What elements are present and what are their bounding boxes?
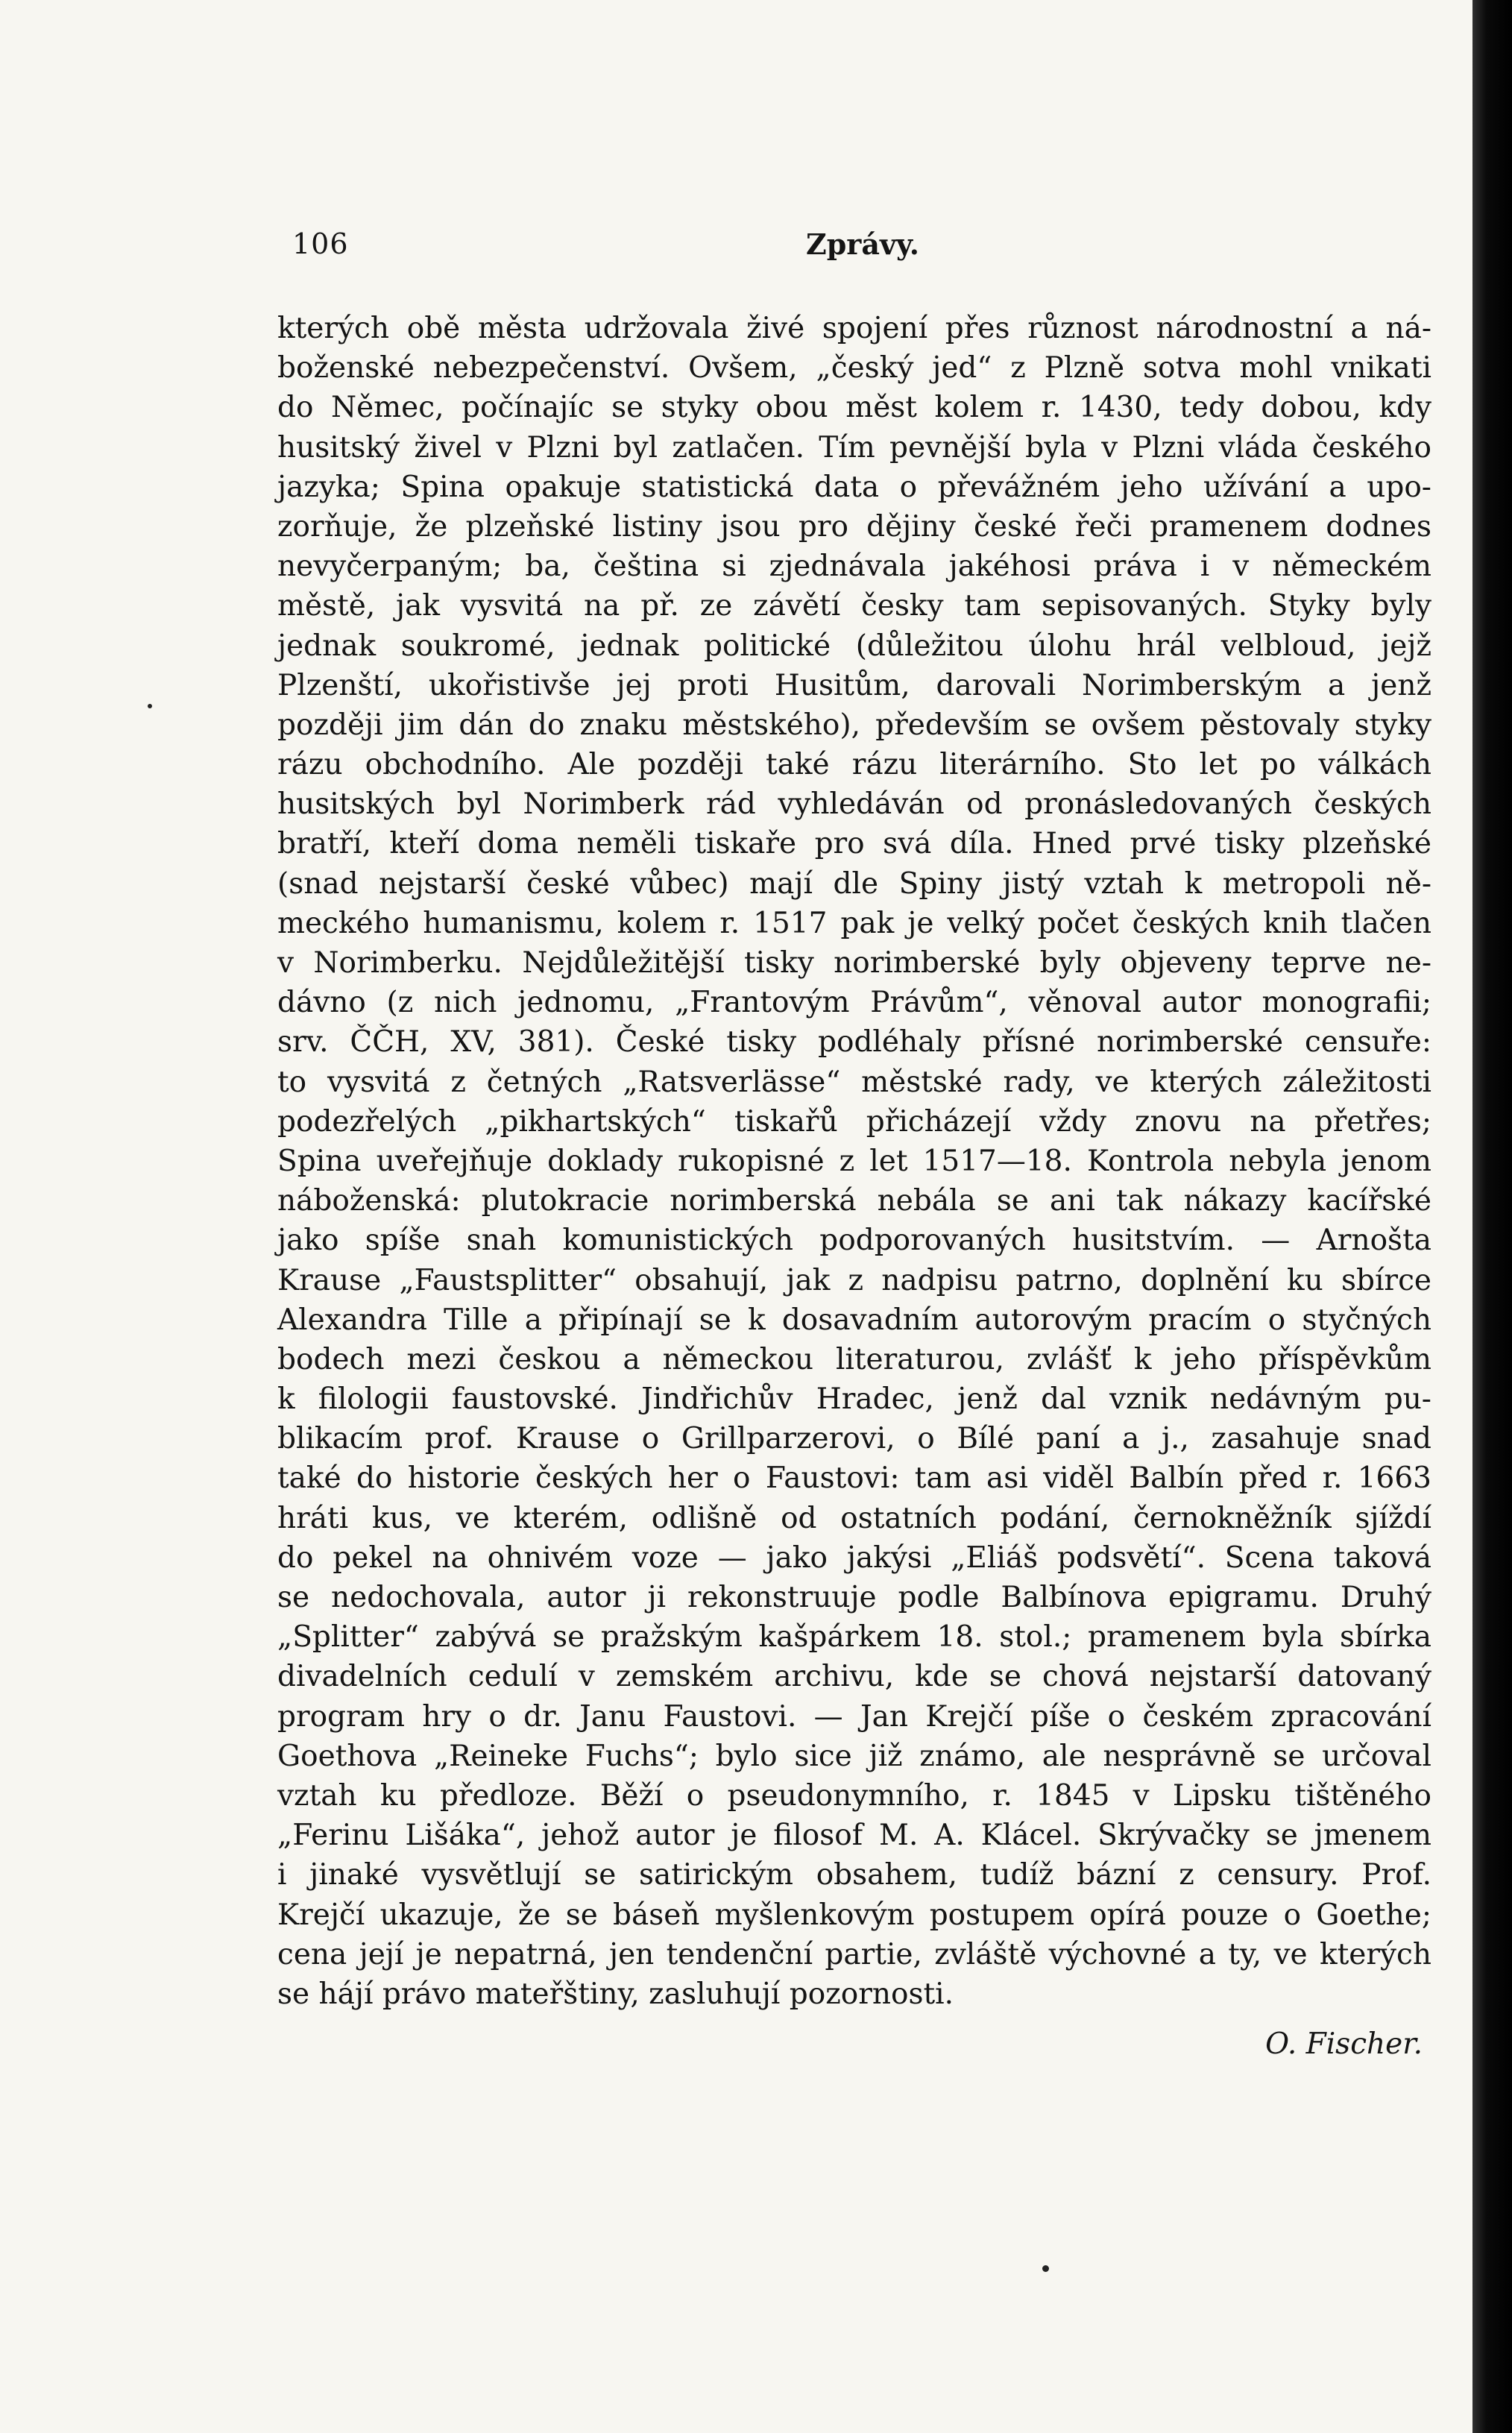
text-line: později jim dán do znaku městského), především se ovšem pěstovaly styky [277,708,1431,742]
text-line: husitský živel v Plzni byl zatlačen. Tím pevnější byla v Plzni vláda českého [277,430,1431,465]
text-line: cena její je nepatrná, jen tendenční partie, zvláště výchovné a ty, ve kterých [277,1937,1431,1971]
text-line: Plzenští, ukořistivše jej proti Husitům, darovali Norimberským a jenž [277,668,1431,702]
text-line: Goethova „Reineke Fuchs“; bylo sice již známo, ale nesprávně se určoval [277,1739,1431,1773]
body-text [277,309,1431,2064]
text-line: do Němec, počínajíc se styky obou měst kolem r. 1430, tedy dobou, kdy [277,391,1431,425]
text-line: program hry o dr. Janu Faustovi. — Jan Krejčí píše o českém zpracování [277,1699,1431,1734]
page-number: 106 [292,227,349,260]
text-line: Krejčí ukazuje, že se báseň myšlenkovým postupem opírá pouze o Goethe; [277,1898,1431,1932]
text-line: Alexandra Tille a připínají se k dosavadním autorovým pracím o styčných [277,1303,1431,1337]
text-line: se hájí právo mateřštiny, zasluhují pozornosti. [277,1977,954,2011]
text-line: rázu obchodního. Ale později také rázu literárního. Sto let po válkách [277,748,1431,782]
text-line: bodech mezi českou a německou literaturou, zvlášť k jeho příspěvkům [277,1342,1431,1376]
page-header [292,227,1433,272]
text-line: divadelních cedulí v zemském archivu, kde se chová nejstarší datovaný [277,1660,1431,1694]
text-line: do pekel na ohnivém voze — jako jakýsi „Eliáš podsvětí“. Scena taková [277,1540,1431,1575]
text-line: (snad nejstarší české vůbec) mají dle Spiny jistý vztah k metropoli ně- [277,866,1431,901]
text-line: jako spíše snah komunistických podporovaných husitstvím. — Arnošta [277,1224,1431,1258]
scan-speck [1042,2265,1049,2272]
running-title: Zprávy. [806,227,919,261]
text-line: srv. ČČH, XV, 381). České tisky podléhaly přísné norimberské censuře: [277,1025,1431,1060]
scan-speck [148,704,152,708]
text-line: v Norimberku. Nejdůležitější tisky norimberské byly objeveny teprve ne- [277,946,1431,980]
text-line: vztah ku předloze. Běží o pseudonymního, r. 1845 v Lipsku tištěného [277,1778,1431,1813]
text-line: hráti kus, ve kterém, odlišně od ostatních podání, černokněžník sjíždí [277,1501,1431,1535]
text-line: se nedochovala, autor ji rekonstruuje podle Balbínova epigramu. Druhý [277,1581,1431,1614]
author-signature: O. Fischer. [1265,2027,1423,2062]
text-line: dávno (z nich jednomu, „Frantovým Právům“, věnoval autor monografii; [277,986,1431,1020]
text-line: jazyka; Spina opakuje statistická data o převážném jeho užívání a upo- [277,470,1431,504]
text-line: podezřelých „pikhartských“ tiskařů přicházejí vždy znovu na přetřes; [277,1104,1431,1139]
text-line: kterých obě města udržovala živé spojení přes různost národnostní a ná- [277,312,1431,345]
text-line: „Ferinu Lišáka“, jehož autor je filosof M. A. Klácel. Skrývačky se jmenem [277,1819,1431,1853]
text-line: i jinaké vysvětlují se satirickým obsahem, tudíž bázní z censury. Prof. [277,1858,1431,1892]
text-line: městě, jak vysvitá na př. ze závětí česky tam sepisovaných. Styky byly [277,589,1431,623]
text-line: jednak soukromé, jednak politické (důležitou úlohu hrál velbloud, jejž [277,629,1431,663]
text-line: „Splitter“ zabývá se pražským kašpárkem 18. stol.; pramenem byla sbírka [277,1620,1431,1655]
scan-right-edge [1469,0,1512,2433]
text-line: zorňuje, že plzeňské listiny jsou pro dějiny české řeči pramenem dodnes [277,509,1431,544]
text-line: husitských byl Norimberk rád vyhledáván od pronásledovaných českých [277,787,1431,822]
text-line: Krause „Faustsplitter“ obsahují, jak z nadpisu patrno, doplnění ku sbírce [277,1263,1431,1297]
text-line: k filologii faustovské. Jindřichův Hradec, jenž dal vznik nedávným pu- [277,1382,1431,1417]
text-line: také do historie českých her o Faustovi: tam asi viděl Balbín před r. 1663 [277,1461,1431,1496]
text-line: meckého humanismu, kolem r. 1517 pak je velký počet českých knih tlačen [277,906,1431,940]
text-line: náboženská: plutokracie norimberská nebála se ani tak nákazy kacířské [277,1184,1431,1218]
text-line: to vysvitá z četných „Ratsverlässe“ městské rady, ve kterých záležitosti [277,1065,1431,1099]
text-line: blikacím prof. Krause o Grillparzerovi, o Bílé paní a j., zasahuje snad [277,1422,1431,1456]
text-line: boženské nebezpečenství. Ovšem, „český jed“ z Plzně sotva mohl vnikati [277,351,1431,385]
text-line: bratří, kteří doma neměli tiskaře pro svá díla. Hned prvé tisky plzeňské [277,827,1431,861]
text-line: Spina uveřejňuje doklady rukopisné z let 1517—18. Kontrola nebyla jenom [277,1144,1431,1178]
text-line: nevyčerpaným; ba, čeština si zjednávala jakéhosi práva i v německém [277,550,1431,584]
